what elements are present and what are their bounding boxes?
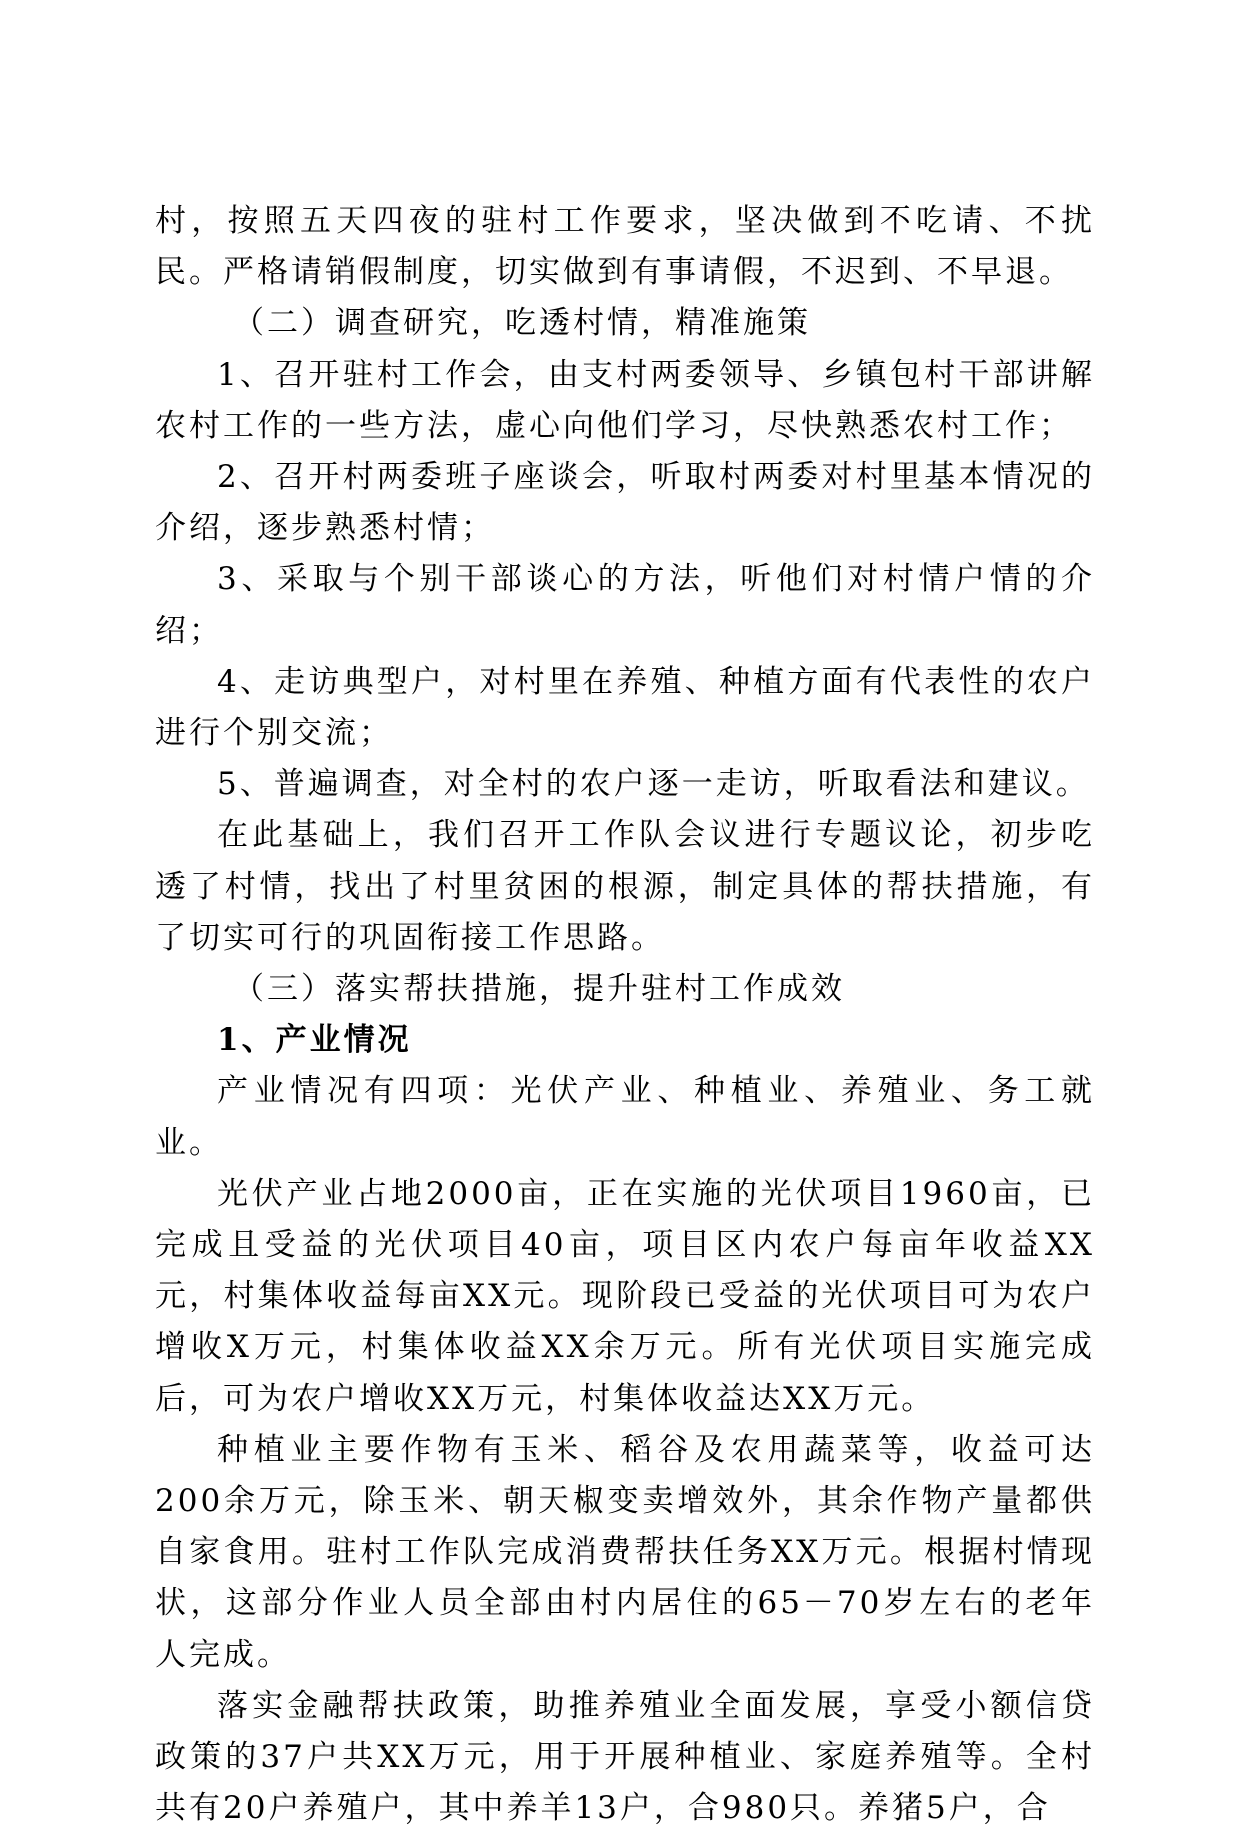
paragraph-finance-breeding: 落实金融帮扶政策，助推养殖业全面发展，享受小额信贷政策的37户共XX万元，用于开展种植业、家庭养殖等。全村共有20户养殖户，其中养羊13户，合980只。养猪5户，合: [155, 1687, 1095, 1827]
list-item-4: 4、走访典型户，对村里在养殖、种植方面有代表性的农户进行个别交流；: [155, 663, 1095, 752]
subsection-heading-industry: 1、产业情况: [217, 1022, 412, 1059]
list-item-5: 5、普遍调查，对全村的农户逐一走访，听取看法和建议。: [217, 766, 1090, 803]
section-heading-3: （三）落实帮扶措施，提升驻村工作成效: [233, 971, 845, 1008]
list-item-1: 1、召开驻村工作会，由支村两委领导、乡镇包村干部讲解农村工作的一些方法，虚心向他们学习，尽快熟悉农村工作；: [155, 356, 1095, 444]
paragraph-photovoltaic: 光伏产业占地2000亩，正在实施的光伏项目1960亩，已完成且受益的光伏项目40亩，项目区内农户每亩年收益XX元，村集体收益每亩XX元。现阶段已受益的光伏项目可为农户增收X万元，村集体收益XX余万元。所有光伏项目实施完成后，可为农户增收XX万元，村集体收益达XX万元。: [155, 1175, 1095, 1417]
section-heading-2: （二）调查研究，吃透村情，精准施策: [233, 305, 811, 342]
paragraph-summary: 在此基础上，我们召开工作队会议进行专题议论，初步吃透了村情，找出了村里贫困的根源，制定具体的帮扶措施，有了切实可行的巩固衔接工作思路。: [155, 817, 1095, 956]
list-item-2: 2、召开村两委班子座谈会，听取村两委对村里基本情况的介绍，逐步熟悉村情；: [155, 459, 1095, 547]
paragraph-industry-overview: 产业情况有四项：光伏产业、种植业、养殖业、务工就业。: [155, 1073, 1095, 1161]
list-item-3: 3、采取与个别干部谈心的方法，听他们对村情户情的介绍；: [155, 561, 1095, 649]
document-body: [155, 196, 1095, 1835]
paragraph-continuation: 村，按照五天四夜的驻村工作要求，坚决做到不吃请、不扰民。严格请销假制度，切实做到有事请假，不迟到、不早退。: [155, 203, 1095, 291]
paragraph-planting: 种植业主要作物有玉米、稻谷及农用蔬菜等，收益可达200余万元，除玉米、朝天椒变卖增效外，其余作物产量都供自家食用。驻村工作队完成消费帮扶任务XX万元。根据村情现状，这部分作业人员全部由村内居住的65－70岁左右的老年人完成。: [155, 1431, 1095, 1673]
